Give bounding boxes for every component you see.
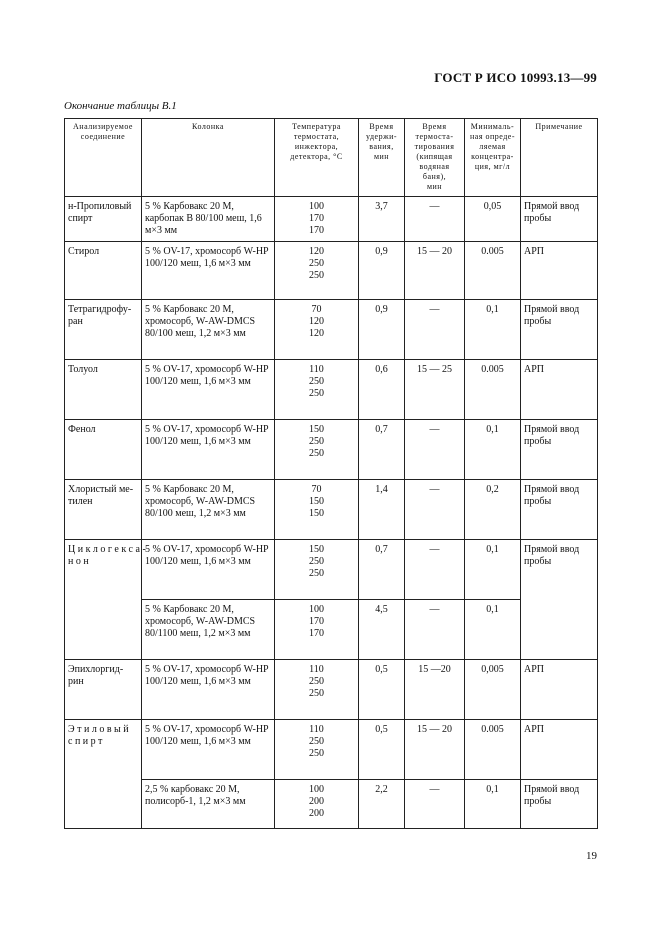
temperature-cell: 70 150 150 [275,480,359,540]
col-header-retention: Время удержи- вания, мин [359,119,405,197]
note-cell: Прямой ввод пробы [521,300,598,360]
note-cell: Прямой ввод пробы [521,197,598,242]
note-cell: Прямой ввод пробы [521,540,598,660]
thermostat-cell: — [405,197,465,242]
compound-cell: Фенол [65,420,142,480]
retention-cell: 4,5 [359,600,405,660]
retention-cell: 0,7 [359,420,405,480]
column-cell: 2,5 % карбовакс 20 М, полисорб-1, 1,2 м×3 мм [142,780,275,829]
compound-cell: Тетрагидрофу-ран [65,300,142,360]
column-cell: 5 % OV-17, хромосорб W-HP 100/120 меш, 1,6 м×3 мм [142,420,275,480]
table-row [65,540,598,600]
note-cell: АРП [521,720,598,780]
temperature-cell: 150 250 250 [275,420,359,480]
table-row [65,660,598,720]
column-cell: 5 % Карбовакс 20 М, карбопак В 80/100 меш, 1,6 м×3 мм [142,197,275,242]
compound-cell: Эпихлоргид-рин [65,660,142,720]
concentration-cell: 0,1 [465,780,521,829]
thermostat-cell: 15 — 20 [405,720,465,780]
column-cell: 5 % OV-17, хромосорб W-HP 100/120 меш, 1,6 м×3 мм [142,360,275,420]
column-cell: 5 % OV-17, хромосорб W-HP 100/120 меш, 1,6 м×3 мм [142,242,275,300]
thermostat-cell: — [405,600,465,660]
temperature-cell: 110 250 250 [275,660,359,720]
retention-cell: 3,7 [359,197,405,242]
concentration-cell: 0.005 [465,242,521,300]
table-row [65,420,598,480]
temperature-cell: 110 250 250 [275,360,359,420]
compound-cell: Стирол [65,242,142,300]
concentration-cell: 0,1 [465,600,521,660]
retention-cell: 0,9 [359,300,405,360]
col-header-thermostat-time: Время термоста- тирования (кипящая водяная баня), мин [405,119,465,197]
retention-cell: 0,5 [359,720,405,780]
data-table [64,118,598,829]
col-header-column: Колонка [142,119,275,197]
concentration-cell: 0,05 [465,197,521,242]
col-header-temperature: Температура термостата, инжектора, детектора, °С [275,119,359,197]
retention-cell: 0,9 [359,242,405,300]
thermostat-cell: — [405,300,465,360]
concentration-cell: 0,2 [465,480,521,540]
note-cell: Прямой ввод пробы [521,420,598,480]
concentration-cell: 0,005 [465,660,521,720]
concentration-cell: 0,1 [465,420,521,480]
column-cell: 5 % Карбовакс 20 М, хромосорб, W-AW-DMCS 80/100 меш, 1,2 м×3 мм [142,480,275,540]
thermostat-cell: 15 — 20 [405,242,465,300]
concentration-cell: 0,1 [465,300,521,360]
col-header-min-concentration: Минималь- ная опреде- ляемая концентра- ция, мг/л [465,119,521,197]
retention-cell: 2,2 [359,780,405,829]
note-cell: АРП [521,242,598,300]
table-row [65,480,598,540]
column-cell: 5 % Карбовакс 20 М, хромосорб, W-AW-DMCS 80/1100 меш, 1,2 м×3 мм [142,600,275,660]
temperature-cell: 120 250 250 [275,242,359,300]
thermostat-cell: 15 —20 [405,660,465,720]
temperature-cell: 110 250 250 [275,720,359,780]
temperature-cell: 100 200 200 [275,780,359,829]
table-row [65,242,598,300]
note-cell: АРП [521,660,598,720]
temperature-cell: 100 170 170 [275,600,359,660]
compound-cell: н-Пропиловый спирт [65,197,142,242]
compound-cell: Циклогекса-нон [65,540,142,660]
compound-cell: Хлористый ме-тилен [65,480,142,540]
col-header-note: Примечание [521,119,598,197]
column-cell: 5 % OV-17, хромосорб W-HP 100/120 меш, 1,6 м×3 мм [142,720,275,780]
thermostat-cell: 15 — 25 [405,360,465,420]
thermostat-cell: — [405,780,465,829]
table-header-row [65,119,598,197]
temperature-cell: 100 170 170 [275,197,359,242]
table-row [65,600,598,660]
retention-cell: 0,6 [359,360,405,420]
compound-cell: Толуол [65,360,142,420]
thermostat-cell: — [405,480,465,540]
document-code: ГОСТ Р ИСО 10993.13—99 [434,70,597,85]
concentration-cell: 0.005 [465,720,521,780]
thermostat-cell: — [405,420,465,480]
table-row [65,720,598,780]
temperature-cell: 150 250 250 [275,540,359,600]
table-row [65,780,598,829]
table-row [65,360,598,420]
concentration-cell: 0.005 [465,360,521,420]
column-cell: 5 % OV-17, хромосорб W-HP 100/120 меш, 1,6 м×3 мм [142,660,275,720]
col-header-compound: Анализируемое соединение [65,119,142,197]
table-row [65,197,598,242]
retention-cell: 1,4 [359,480,405,540]
column-cell: 5 % OV-17, хромосорб W-HP 100/120 меш, 1,6 м×3 мм [142,540,275,600]
column-cell: 5 % Карбовакс 20 М, хромосорб, W-AW-DMCS 80/100 меш, 1,2 м×3 мм [142,300,275,360]
compound-cell: Этиловый спирт [65,720,142,829]
table-caption: Окончание таблицы В.1 [64,100,177,112]
retention-cell: 0,5 [359,660,405,720]
thermostat-cell: — [405,540,465,600]
page-number: 19 [586,850,597,862]
note-cell: Прямой ввод пробы [521,480,598,540]
retention-cell: 0,7 [359,540,405,600]
note-cell: Прямой ввод пробы [521,780,598,829]
temperature-cell: 70 120 120 [275,300,359,360]
table-row [65,300,598,360]
note-cell: АРП [521,360,598,420]
concentration-cell: 0,1 [465,540,521,600]
